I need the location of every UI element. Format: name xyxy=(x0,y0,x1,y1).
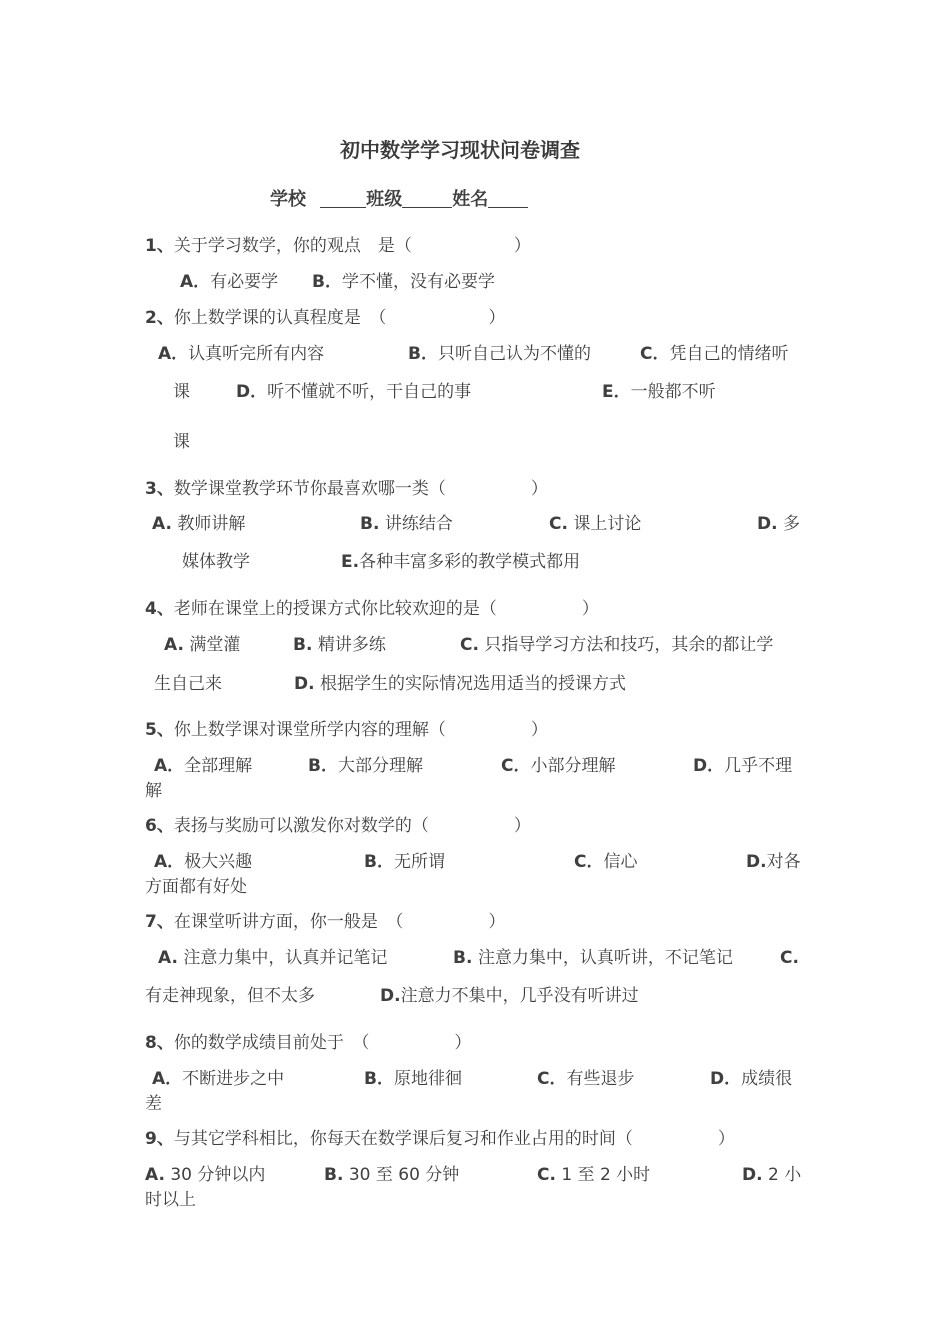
question-5-option-c: C．小部分理解 xyxy=(501,756,616,776)
name-label: 姓名 xyxy=(452,189,489,210)
question-3-option-d-cont: 媒体教学 xyxy=(182,552,250,572)
question-7-stem: 7、在课堂听讲方面，你一般是 （ ） xyxy=(145,912,506,932)
question-8-option-c: C．有些退步 xyxy=(537,1069,635,1089)
question-3-stem: 3、数学课堂教学环节你最喜欢哪一类（ ） xyxy=(145,479,548,499)
question-7-option-a: A. 注意力集中，认真并记笔记 xyxy=(158,948,388,968)
question-4-stem: 4、老师在课堂上的授课方式你比较欢迎的是（ ） xyxy=(145,599,599,619)
question-8-option-a: A．不断进步之中 xyxy=(152,1069,285,1089)
question-5-option-d: D．几乎不理 xyxy=(693,756,793,776)
question-7-option-b: B. 注意力集中，认真听讲，不记笔记 xyxy=(453,948,733,968)
question-9-option-b: B. 30 至 60 分钟 xyxy=(324,1165,460,1185)
question-7-option-c-cont: 有走神现象，但不太多 xyxy=(145,986,315,1006)
name-blank xyxy=(488,189,528,208)
question-9-option-d: D. 2 小 xyxy=(742,1165,802,1185)
question-2-option-b: B．只听自己认为不懂的 xyxy=(408,344,591,364)
question-1-stem: 1、关于学习数学，你的观点 是（ ） xyxy=(145,236,531,256)
question-9-stem: 9、与其它学科相比，你每天在数学课后复习和作业占用的时间（ ） xyxy=(145,1129,735,1149)
question-3-option-a: A. 教师讲解 xyxy=(152,514,246,534)
question-8-stem: 8、你的数学成绩目前处于 （ ） xyxy=(145,1033,472,1053)
question-1-option-a: A．有必要学 xyxy=(180,272,279,292)
question-5-option-a: A．全部理解 xyxy=(154,756,253,776)
question-9-option-a: A. 30 分钟以内 xyxy=(145,1165,266,1185)
question-2-stem: 2、你上数学课的认真程度是 （ ） xyxy=(145,308,506,328)
student-info-line xyxy=(270,188,528,212)
school-blank xyxy=(320,189,366,208)
question-4-option-b: B. 精讲多练 xyxy=(293,635,386,655)
question-4-option-c: C. 只指导学习方法和技巧，其余的都让学 xyxy=(460,635,774,655)
question-8-option-d-cont: 差 xyxy=(145,1094,162,1114)
class-blank xyxy=(402,189,452,208)
question-9-option-c: C. 1 至 2 小时 xyxy=(537,1165,651,1185)
question-3-option-d: D. 多 xyxy=(757,514,800,534)
question-7-option-d: D.注意力不集中，几乎没有听讲过 xyxy=(380,986,639,1006)
page-title: 初中数学学习现状问卷调查 xyxy=(340,138,580,162)
question-6-option-b: B．无所谓 xyxy=(364,852,445,872)
question-5-option-d-cont: 解 xyxy=(145,781,162,801)
question-3-option-c: C. 课上讨论 xyxy=(549,514,642,534)
question-8-option-d: D．成绩很 xyxy=(710,1069,793,1089)
question-2-option-e-cont: 课 xyxy=(173,432,190,452)
question-6-option-d-cont: 方面都有好处 xyxy=(145,877,247,897)
question-2-option-c: C．凭自己的情绪听 xyxy=(640,344,789,364)
question-8-option-b: B．原地徘徊 xyxy=(364,1069,462,1089)
question-3-option-b: B. 讲练结合 xyxy=(360,514,453,534)
question-3-option-e: E.各种丰富多彩的教学模式都用 xyxy=(341,552,581,572)
question-6-option-d: D.对各 xyxy=(746,852,801,872)
question-9-option-d-cont: 时以上 xyxy=(145,1190,196,1210)
class-label: 班级 xyxy=(366,189,403,210)
question-4-option-d: D. 根据学生的实际情况选用适当的授课方式 xyxy=(294,674,626,694)
question-5-stem: 5、你上数学课对课堂所学内容的理解（ ） xyxy=(145,720,548,740)
question-2-option-a: A．认真听完所有内容 xyxy=(158,344,325,364)
question-5-option-b: B．大部分理解 xyxy=(308,756,423,776)
school-label: 学校 xyxy=(270,189,306,210)
question-2-option-c-cont: 课 xyxy=(173,382,190,402)
question-7-option-c: C. xyxy=(780,948,799,968)
question-4-option-c-cont: 生自己来 xyxy=(154,674,222,694)
question-2-option-d: D．听不懂就不听，干自己的事 xyxy=(236,382,472,402)
question-1-option-b: B．学不懂，没有必要学 xyxy=(312,272,495,292)
question-6-option-a: A．极大兴趣 xyxy=(154,852,253,872)
question-2-option-e: E．一般都不听 xyxy=(602,382,716,402)
question-6-option-c: C．信心 xyxy=(574,852,638,872)
question-4-option-a: A. 满堂灌 xyxy=(164,635,241,655)
question-6-stem: 6、表扬与奖励可以激发你对数学的（ ） xyxy=(145,816,531,836)
